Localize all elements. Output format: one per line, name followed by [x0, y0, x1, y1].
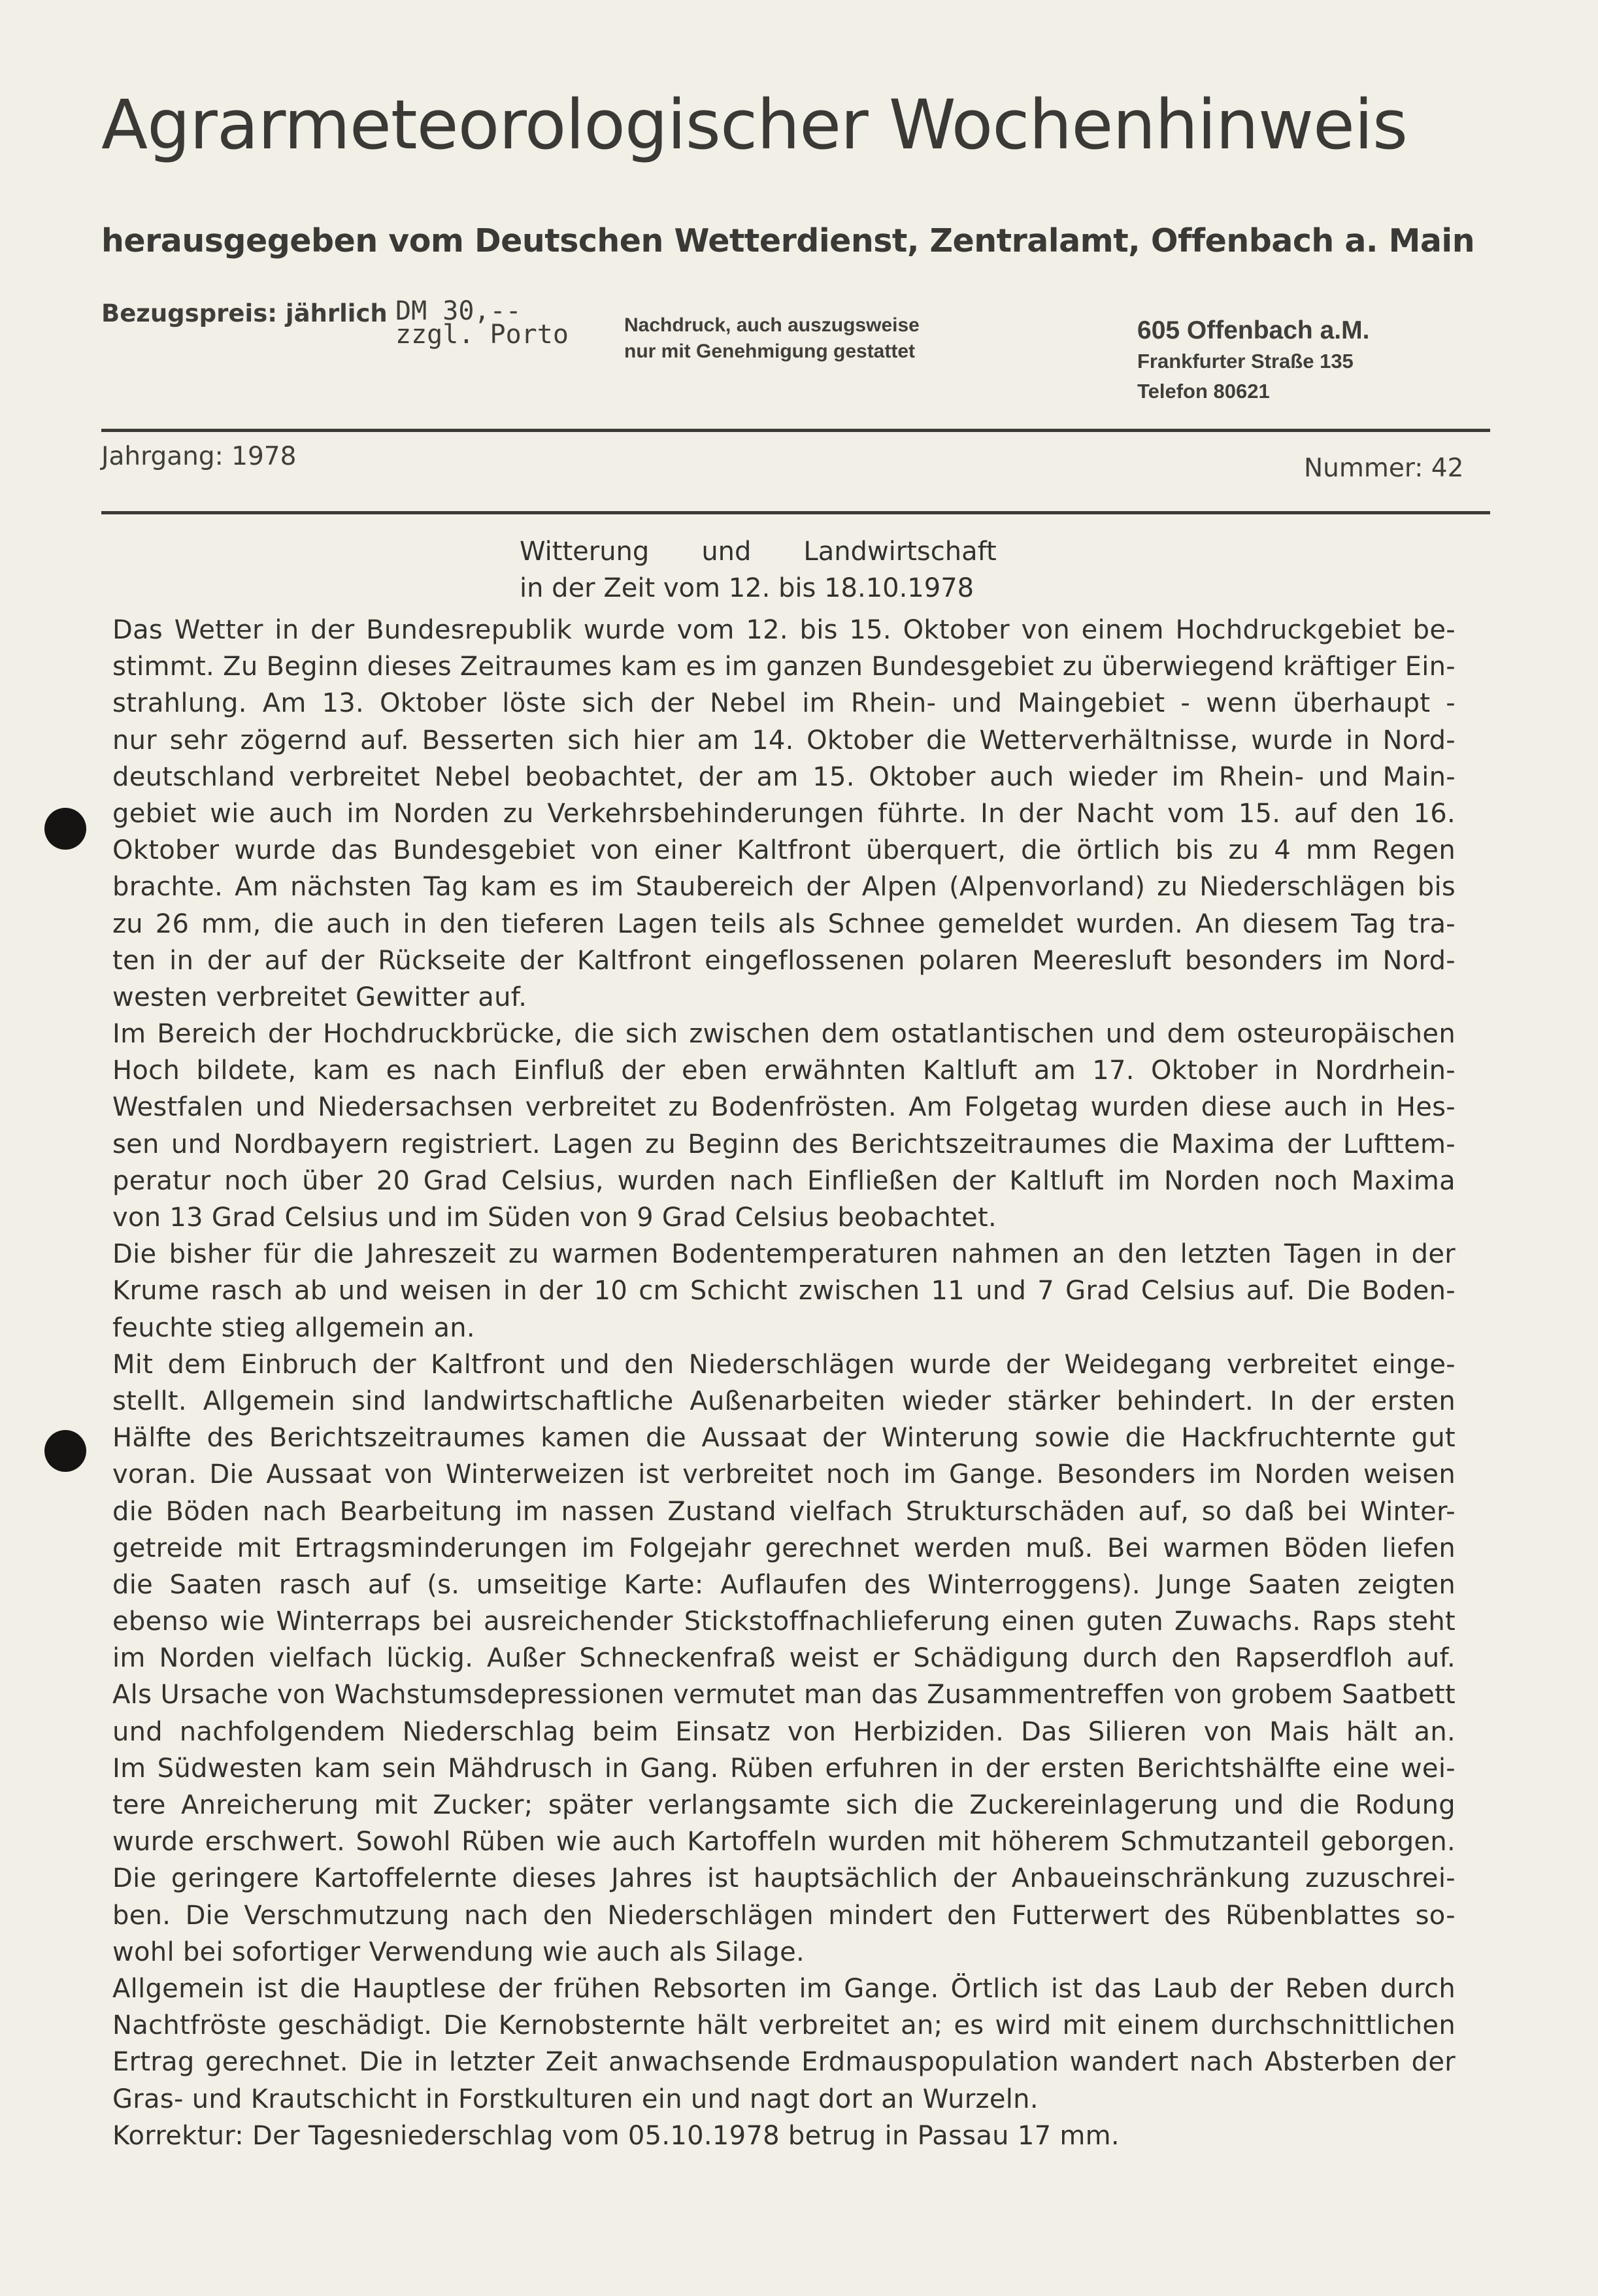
article-line: wurde erschwert. Sowohl Rüben wie auch Kartoffeln wurden mit höherem Schmutzanteil geborgen.	[112, 1827, 1456, 1857]
article-line: Die bisher für die Jahreszeit zu warmen Bodentemperaturen nahmen an den letzten Tagen in der	[112, 1239, 1456, 1270]
article-line: Korrektur: Der Tagesniederschlag vom 05.10.1978 betrug in Passau 17 mm.	[112, 2120, 1120, 2151]
article-line: und nachfolgendem Niederschlag beim Einsatz von Herbiziden. Das Silieren von Mais hält an.	[112, 1716, 1456, 1747]
article-line: ten in der auf der Rückseite der Kaltfront eingeflossenen polaren Meeresluft besonders im Nord-	[112, 945, 1456, 976]
headline-word-3: Landwirtschaft	[803, 537, 997, 567]
reprint-line-1: Nachdruck, auch auszugsweise	[624, 314, 920, 336]
article-line: Hälfte des Berichtszeitraumes kamen die Aussaat der Winterung sowie die Hackfruchternte gut	[112, 1423, 1456, 1454]
article-line: Die geringere Kartoffelernte dieses Jahres ist hauptsächlich der Anbaueinschränkung zuzuschrei-	[112, 1863, 1456, 1894]
issue-number: Nummer: 42	[1304, 454, 1464, 483]
article-line: Ertrag gerechnet. Die in letzter Zeit anwachsende Erdmauspopulation wandert nach Absterben der	[112, 2047, 1456, 2078]
masthead-title: Agrarmeteorologischer Wochenhinweis	[101, 85, 1408, 165]
headline-word-1: Witterung	[520, 537, 650, 567]
article-line: deutschland verbreitet Nebel beobachtet, der am 15. Oktober auch wieder im Rhein- und Main-	[112, 761, 1456, 792]
article-line: Krume rasch ab und weisen in der 10 cm Schicht zwischen 11 und 7 Grad Celsius auf. Die Boden-	[112, 1276, 1456, 1306]
article-body	[112, 612, 1456, 2154]
price-value: DM 30,--	[395, 296, 522, 326]
article-line: die Böden nach Bearbeitung im nassen Zustand vielfach Strukturschäden auf, so daß bei Winter-	[112, 1496, 1456, 1527]
header-rule-bottom	[101, 511, 1490, 514]
article-line: die Saaten rasch auf (s. umseitige Karte: Auflaufen des Winterroggens). Junge Saaten zeigten	[112, 1569, 1456, 1600]
article-line: stellt. Allgemein sind landwirtschaftliche Außenarbeiten wieder stärker behindert. In der ersten	[112, 1386, 1456, 1416]
article-line: brachte. Am nächsten Tag kam es im Staubereich der Alpen (Alpenvorland) zu Niederschlägen bis	[112, 872, 1456, 903]
punch-hole-lower	[44, 1430, 86, 1472]
reprint-line-2: nur mit Genehmigung gestattet	[624, 341, 916, 362]
article-line: gebiet wie auch im Norden zu Verkehrsbehinderungen führte. In der Nacht vom 15. auf den 16.	[112, 798, 1456, 829]
article-line: Mit dem Einbruch der Kaltfront und den Niederschlägen wurde der Weidegang verbreitet einge-	[112, 1349, 1456, 1380]
article-line: peratur noch über 20 Grad Celsius, wurden nach Einfließen der Kaltluft im Norden noch Maxima	[112, 1165, 1456, 1196]
price-postage: zzgl. Porto	[395, 320, 569, 350]
price-label: Bezugspreis: jährlich	[101, 299, 388, 327]
article-line: getreide mit Ertragsminderungen im Folgejahr gerechnet werden muß. Bei warmen Böden liefen	[112, 1533, 1456, 1563]
article-headline	[520, 533, 997, 607]
article-line: Im Bereich der Hochdruckbrücke, die sich zwischen dem ostatlantischen und dem osteuropäischen	[112, 1019, 1456, 1050]
article-line: voran. Die Aussaat von Winterweizen ist verbreitet noch im Gange. Besonders im Norden weisen	[112, 1459, 1456, 1490]
price-amount	[395, 296, 569, 350]
punch-hole-upper	[44, 808, 86, 850]
header-rule-top	[101, 429, 1490, 432]
article-line: strahlung. Am 13. Oktober löste sich der Nebel im Rhein- und Maingebiet - wenn überhaupt -	[112, 688, 1456, 719]
article-line: Im Südwesten kam sein Mähdrusch in Gang. Rüben erfuhren in der ersten Berichtshälfte eine wei-	[112, 1753, 1456, 1784]
headline-line-2: in der Zeit vom 12. bis 18.10.1978	[520, 573, 974, 603]
article-line: nur sehr zögernd auf. Besserten sich hier am 14. Oktober die Wetterverhältnisse, wurde in Nord-	[112, 725, 1456, 756]
article-line: tere Anreicherung mit Zucker; später verlangsamte sich die Zuckereinlagerung und die Rodung	[112, 1790, 1456, 1820]
headline-line-1	[520, 533, 997, 570]
article-line: Als Ursache von Wachstumsdepressionen vermutet man das Zusammentreffen von grobem Saatbett	[112, 1680, 1456, 1710]
article-line: Nachtfröste geschädigt. Die Kernobsternte hält verbreitet an; es wird mit einem durchschnittlichen	[112, 2010, 1456, 2041]
headline-word-2: und	[701, 537, 752, 567]
article-line: feuchte stieg allgemein an.	[112, 1312, 475, 1343]
article-line: Westfalen und Niedersachsen verbreitet zu Bodenfrösten. Am Folgetag wurden diese auch in Hes-	[112, 1092, 1456, 1123]
article-line: Oktober wurde das Bundesgebiet von einer Kaltfront überquert, die örtlich bis zu 4 mm Regen	[112, 835, 1456, 866]
article-line: wohl bei sofortiger Verwendung wie auch als Silage.	[112, 1937, 805, 1967]
article-line: zu 26 mm, die auch in den tieferen Lagen teils als Schnee gemeldet wurden. An diesem Tag tra-	[112, 908, 1456, 939]
article-line: Allgemein ist die Hauptlese der frühen Rebsorten im Gange. Örtlich ist das Laub der Reben durch	[112, 1973, 1456, 2004]
article-line: Gras- und Krautschicht in Forstkulturen ein und nagt dort an Wurzeln.	[112, 2084, 1039, 2114]
article-line: stimmt. Zu Beginn dieses Zeitraumes kam es im ganzen Bundesgebiet zu überwiegend kräftiger Ein-	[112, 652, 1456, 682]
article-line: ebenso wie Winterraps bei ausreichender Stickstoffnachlieferung einen guten Zuwachs. Raps steht	[112, 1606, 1456, 1637]
article-line: ben. Die Verschmutzung nach den Niederschlägen mindert den Futterwert des Rübenblattes so-	[112, 1900, 1456, 1931]
article-line: im Norden vielfach lückig. Außer Schneckenfraß weist er Schädigung durch den Rapserdfloh auf.	[112, 1643, 1456, 1674]
volume-year: Jahrgang: 1978	[101, 442, 297, 471]
article-line: sen und Nordbayern registriert. Lagen zu Beginn des Berichtszeitraumes die Maxima der Lufttem-	[112, 1129, 1456, 1159]
publisher-line: herausgegeben vom Deutschen Wetterdienst, Zentralamt, Offenbach a. Main	[101, 222, 1475, 259]
reprint-notice	[624, 312, 920, 365]
article-line: von 13 Grad Celsius und im Süden von 9 Grad Celsius beobachtet.	[112, 1203, 997, 1233]
address-street: Frankfurter Straße 135	[1137, 350, 1354, 373]
publisher-address	[1137, 315, 1369, 407]
address-phone: Telefon 80621	[1137, 380, 1270, 403]
article-line: Das Wetter in der Bundesrepublik wurde vom 12. bis 15. Oktober von einem Hochdruckgebiet be-	[112, 615, 1456, 645]
article-line: westen verbreitet Gewitter auf.	[112, 982, 527, 1012]
address-city: 605 Offenbach a.M.	[1137, 316, 1370, 344]
article-line: Hoch bildete, kam es nach Einfluß der eben erwähnten Kaltluft am 17. Oktober in Nordrhein-	[112, 1056, 1456, 1086]
